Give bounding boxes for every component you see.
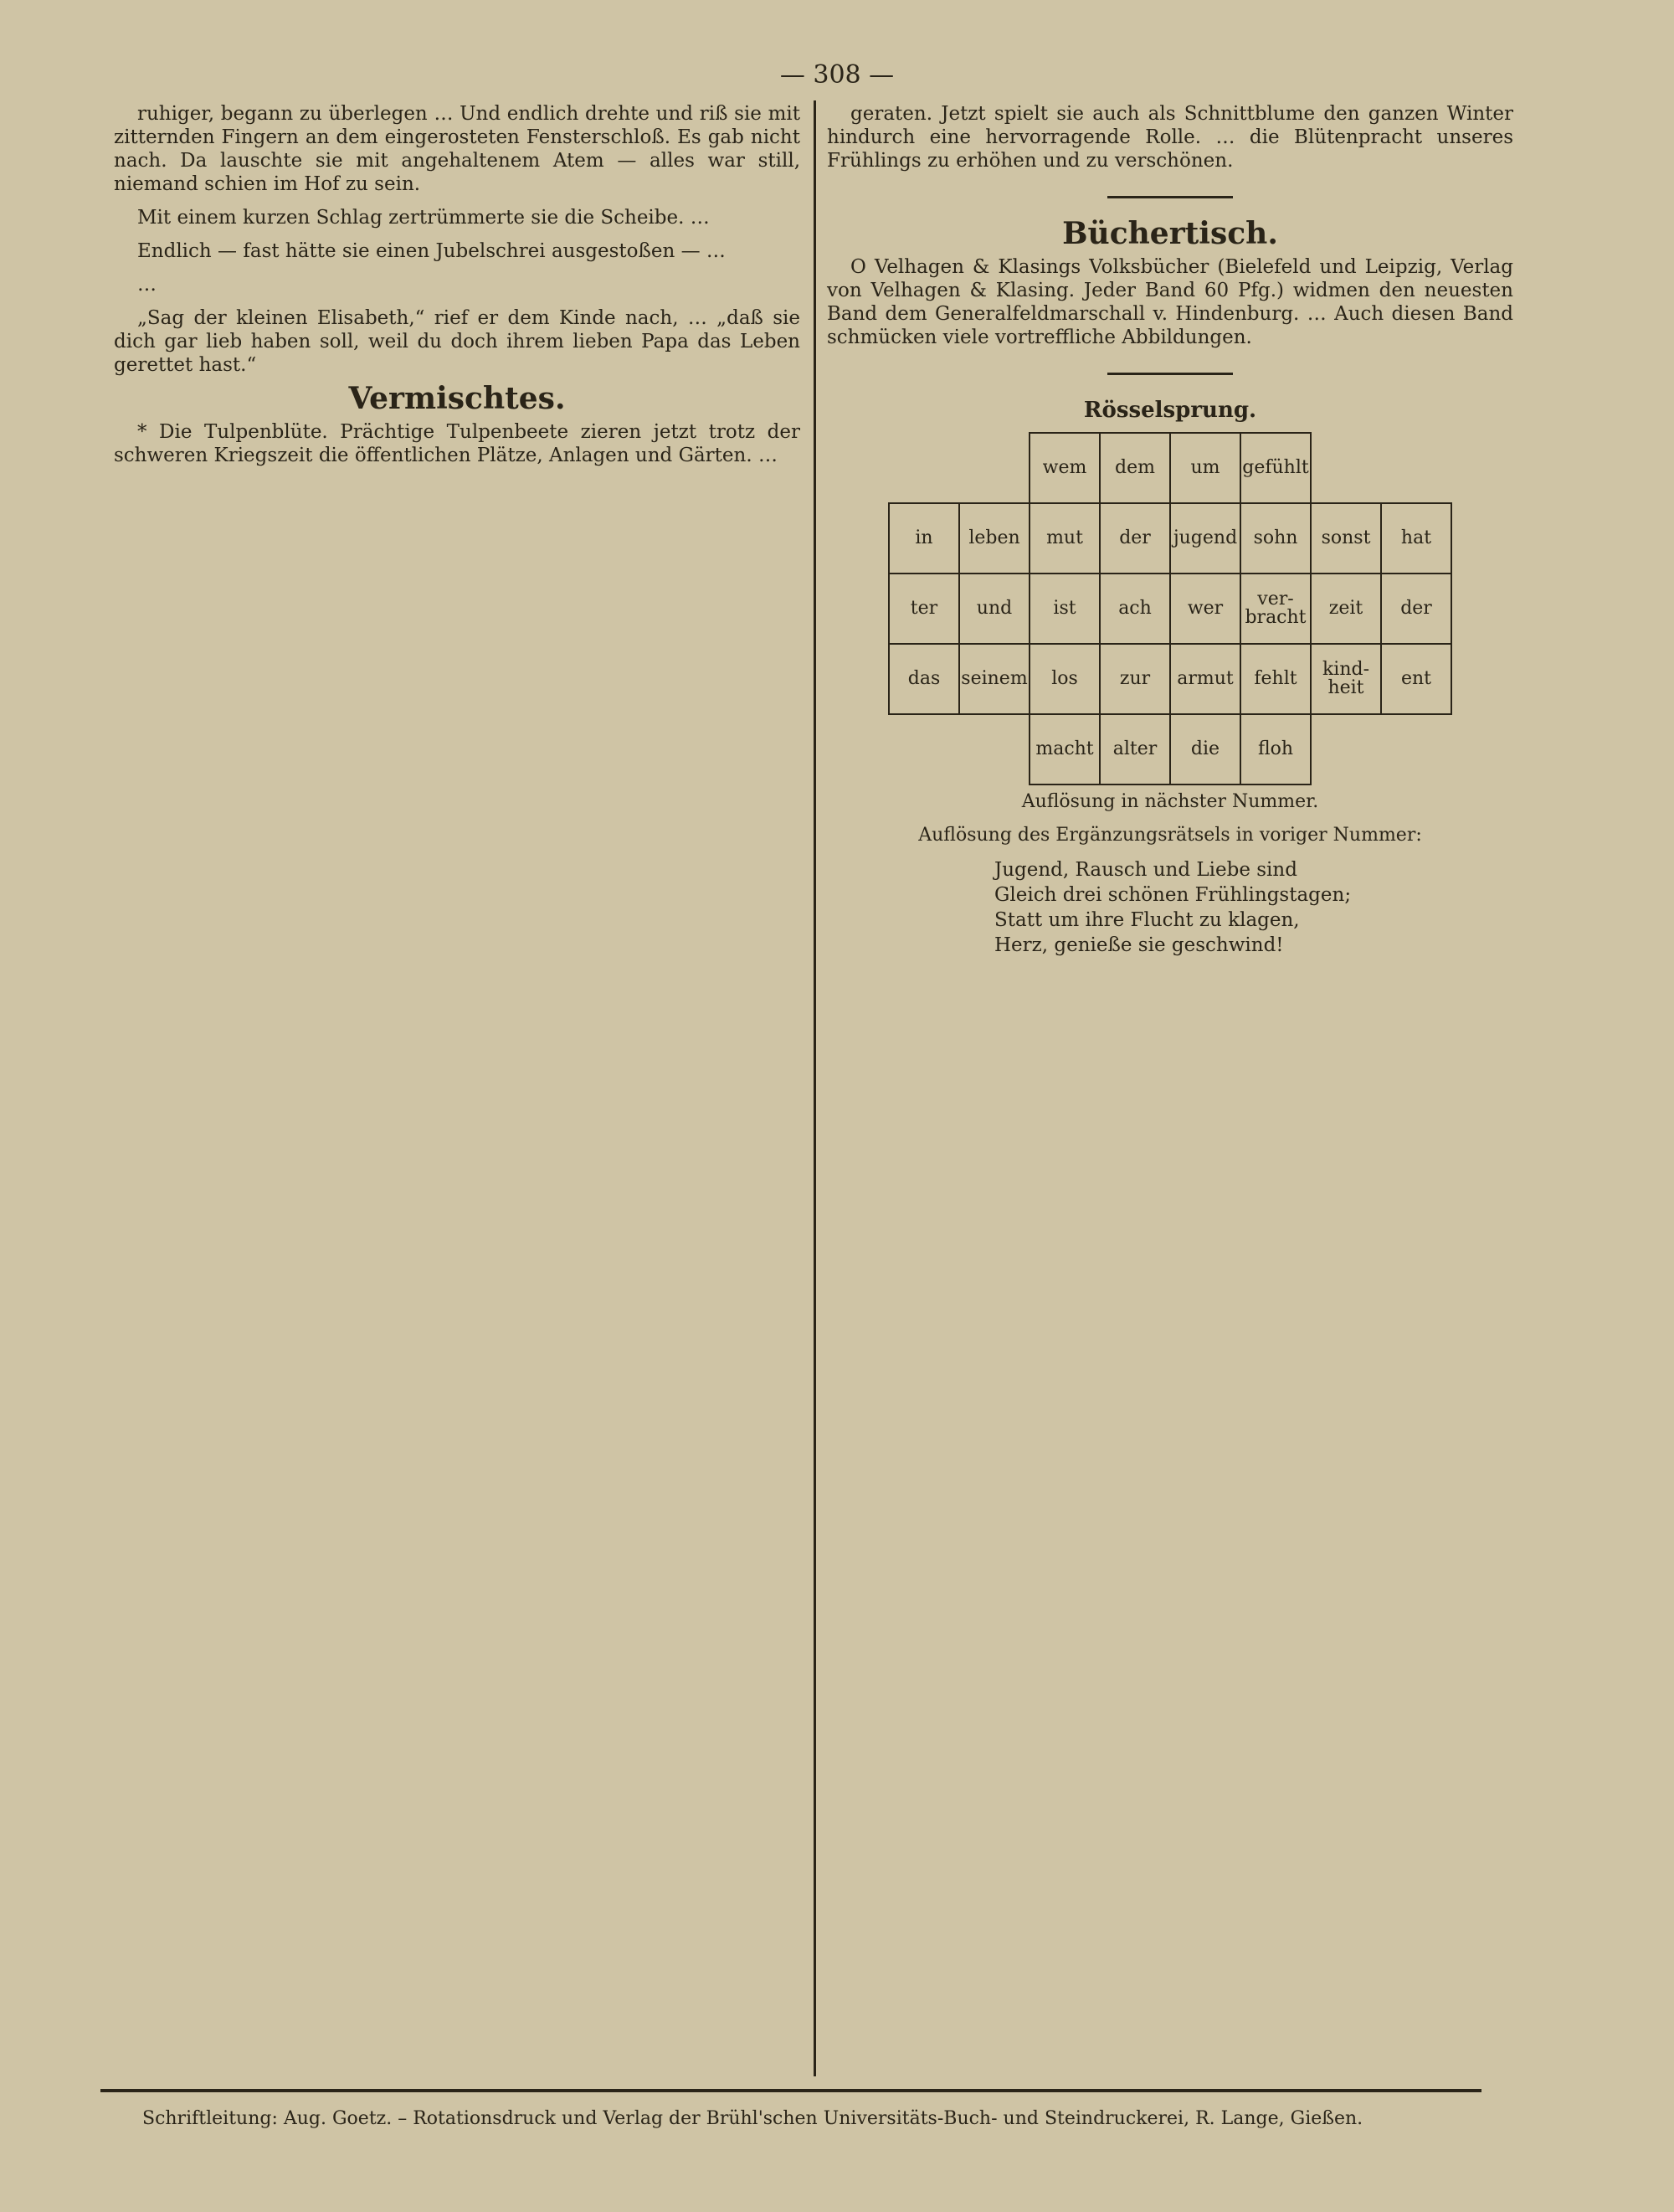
puzzle-cell: los [1030,644,1100,714]
page-number: — 308 — [779,60,895,90]
puzzle-cell: das [889,644,959,714]
section-rule [1107,196,1233,198]
footer-rule [100,2089,1481,2092]
puzzle-cell: gefühlt [1240,433,1311,503]
books-heading: Büchertisch. [1062,216,1278,251]
puzzle-cell: der [1100,503,1170,574]
solution-heading: Auflösung des Ergänzungsrätsels in voriger Nummer: [918,825,1422,846]
puzzle-cell: sonst [1311,503,1381,574]
solution-poem [994,857,1513,958]
puzzle-caption: Auflösung in nächster Nummer. [1021,791,1319,812]
puzzle-cell: zur [1100,644,1170,714]
puzzle-cell: um [1170,433,1240,503]
puzzle-cell: dem [1100,433,1170,503]
puzzle-blank [889,433,959,503]
solution-line: Jugend, Rausch und Liebe sind [994,859,1297,881]
knights-move-puzzle [888,432,1452,785]
story-paragraph: Mit einem kurzen Schlag zertrümmerte sie die Scheibe. … [137,207,710,229]
puzzle-row [889,644,1451,714]
puzzle-blank [1311,714,1381,784]
story-paragraph: ruhiger, begann zu überlegen … Und endlich drehte und riß sie mit zitternden Fingern an dem eingerosteten Fensterschloß. Es gab nicht nach. Da lauschte sie mit angehaltenem Atem — alles war still, niemand schien im Hof zu sein. [114,103,800,195]
puzzle-cell: der [1381,574,1451,644]
puzzle-row [889,503,1451,574]
puzzle-cell: armut [1170,644,1240,714]
puzzle-cell: ach [1100,574,1170,644]
puzzle-cell: sohn [1240,503,1311,574]
puzzle-cell: macht [1030,714,1100,784]
puzzle-blank [889,714,959,784]
puzzle-cell: seinem [959,644,1030,714]
misc-continued: geraten. Jetzt spielt sie auch als Schnittblume den ganzen Winter hindurch eine hervorragende Rolle. … die Blütenpracht unseres Frühlings zu erhöhen und zu verschönen. [827,103,1513,172]
books-paragraph: O Velhagen & Klasings Volksbücher (Bielefeld und Leipzig, Verlag von Velhagen & Klasing. Jeder Band 60 Pfg.) widmen den neuesten Band dem Generalfeldmarschall v. Hindenburg. … Auch diesen Band schmücken viele vortreffliche Abbildungen. [827,256,1513,348]
puzzle-row [889,574,1451,644]
solution-line: Statt um ihre Flucht zu klagen, [994,909,1300,931]
section-rule [1107,373,1233,375]
puzzle-row [889,714,1451,784]
left-column [114,102,800,477]
puzzle-cell: wer [1170,574,1240,644]
puzzle-cell: ter [889,574,959,644]
puzzle-cell: wem [1030,433,1100,503]
puzzle-cell: leben [959,503,1030,574]
puzzle-cell: hat [1381,503,1451,574]
puzzle-cell: in [889,503,959,574]
misc-paragraph: * Die Tulpenblüte. Prächtige Tulpenbeete zieren jetzt trotz der schweren Kriegszeit die öffentlichen Plätze, Anlagen und Gärten. … [114,421,800,466]
puzzle-cell: und [959,574,1030,644]
puzzle-cell: floh [1240,714,1311,784]
puzzle-cell: zeit [1311,574,1381,644]
solution-line: Gleich drei schönen Frühlingstagen; [994,884,1352,906]
puzzle-row [889,433,1451,503]
puzzle-cell: ver- bracht [1240,574,1311,644]
puzzle-blank [959,714,1030,784]
imprint-footer: Schriftleitung: Aug. Goetz. – Rotationsdruck und Verlag der Brühl'schen Universitäts-Buch- und Steindruckerei, R. Lange, Gießen. [142,2108,1363,2129]
puzzle-cell: kind- heit [1311,644,1381,714]
puzzle-cell: jugend [1170,503,1240,574]
puzzle-cell: alter [1100,714,1170,784]
puzzle-blank [1381,433,1451,503]
story-paragraph: „Sag der kleinen Elisabeth,“ rief er dem Kinde nach, … „daß sie dich gar lieb haben soll, weil du doch ihrem lieben Papa das Leben gerettet hast.“ [114,307,800,376]
puzzle-blank [959,433,1030,503]
puzzle-blank [1311,433,1381,503]
puzzle-cell: mut [1030,503,1100,574]
puzzle-cell: ent [1381,644,1451,714]
right-column [827,102,1513,958]
puzzle-blank [1381,714,1451,784]
puzzle-cell: fehlt [1240,644,1311,714]
story-paragraph: … [137,274,157,296]
puzzle-cell: ist [1030,574,1100,644]
story-paragraph: Endlich — fast hätte sie einen Jubelschrei ausgestoßen — … [137,240,726,262]
puzzle-cell: die [1170,714,1240,784]
solution-line: Herz, genieße sie geschwind! [994,934,1284,956]
column-divider [814,100,816,2076]
puzzle-heading: Rösselsprung. [1083,398,1257,423]
misc-heading: Vermischtes. [348,381,566,416]
